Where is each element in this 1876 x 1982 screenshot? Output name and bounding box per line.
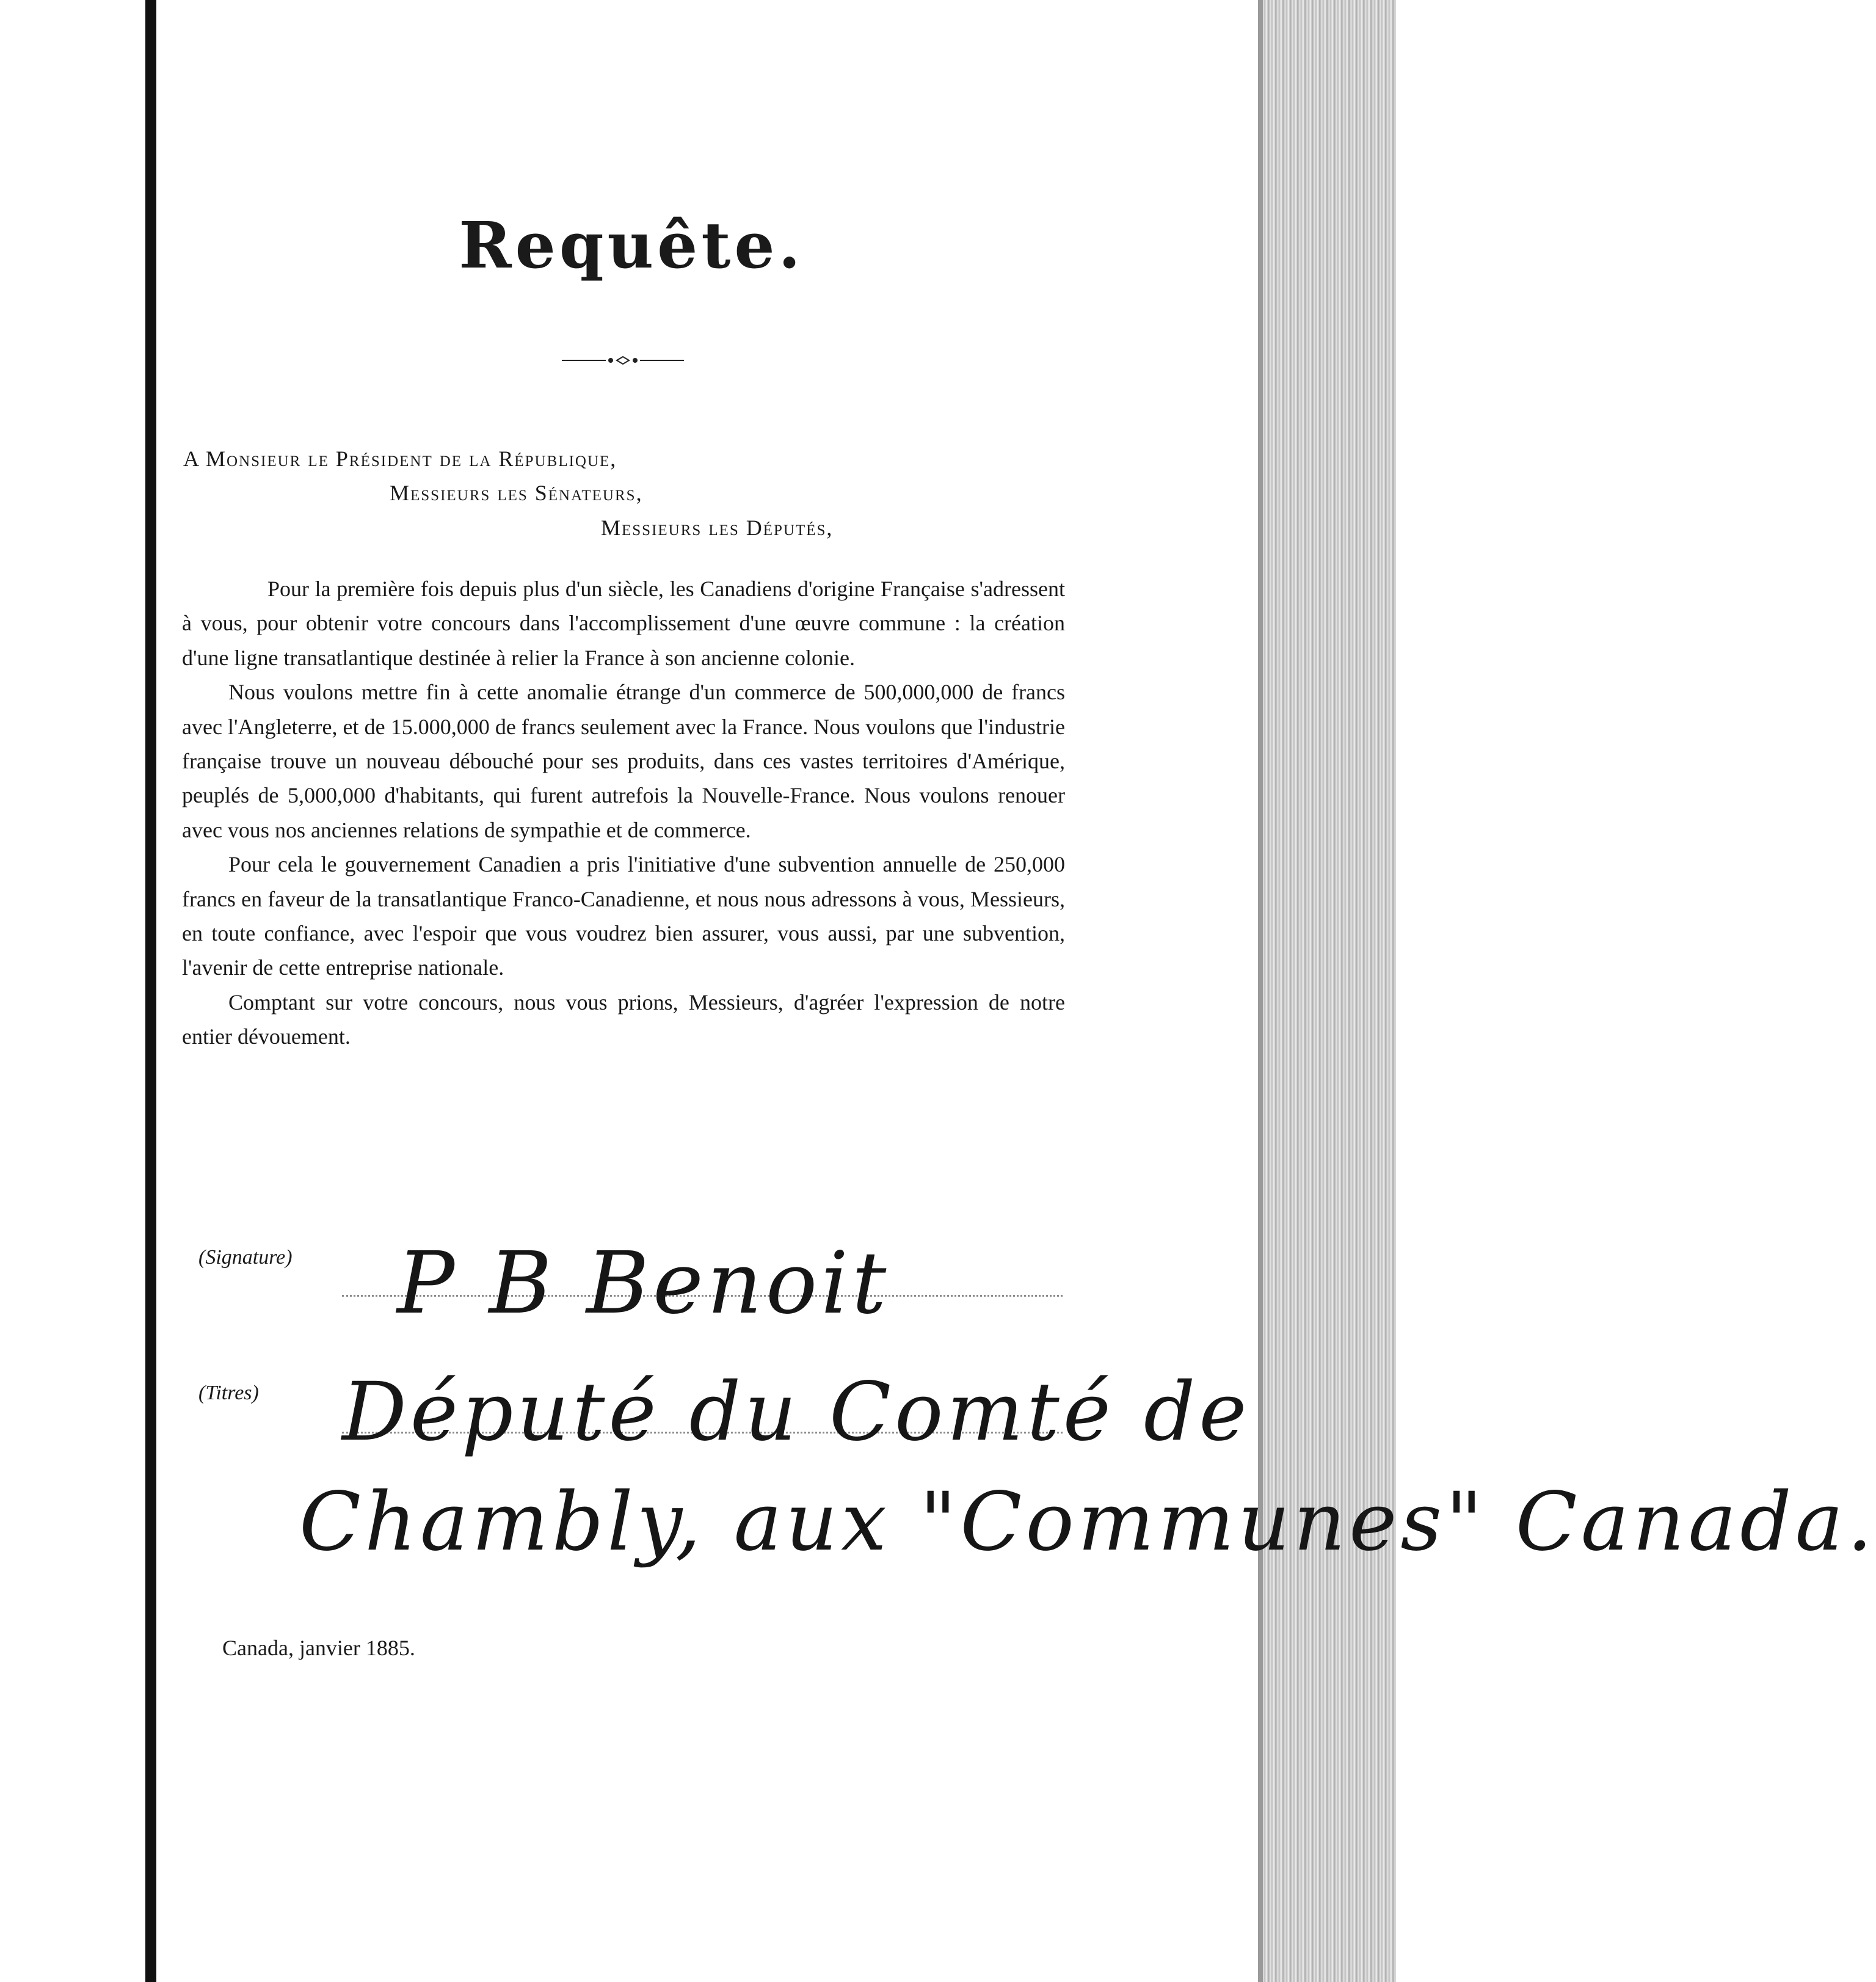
address-senators: Messieurs les Sénateurs, xyxy=(390,481,643,505)
handwritten-title-line-1: Député du Comté de xyxy=(342,1365,1251,1459)
date-line: Canada, janvier 1885. xyxy=(222,1636,415,1660)
address-president: A Monsieur le Président de la République, xyxy=(183,446,617,471)
handwritten-title-line-2: Chambly, aux "Communes" Canada. xyxy=(299,1475,1876,1569)
paragraph: Comptant sur votre concours, nous vous prions, Messieurs, d'agréer l'expression de notre entier dévouement. xyxy=(182,989,1065,1049)
paragraph: Pour la première fois depuis plus d'un siècle, les Canadiens d'origine Française s'adressent à vous, pour obtenir votre concours dans l'accomplissement d'une œuvre commune : la création d'une ligne transatlantique destinée à relier la France à son ancienne colonie. xyxy=(182,577,1065,670)
document-title: Requête. xyxy=(459,208,804,283)
titres-label: (Titres) xyxy=(198,1382,259,1404)
petition-body xyxy=(182,572,1065,1054)
page-stack xyxy=(1263,0,1396,1982)
handwritten-signature: P B Benoit xyxy=(397,1234,890,1333)
signature-label: (Signature) xyxy=(198,1246,293,1269)
book-binding-edge xyxy=(145,0,156,1982)
paragraph: Pour cela le gouvernement Canadien a pris l'initiative d'une subvention annuelle de 250,000 francs en faveur de la transatlantique Franco-Canadienne, et nous nous adressons à vous, Messieurs, en toute confiance, avec l'espoir que vous voudrez bien assurer, vous aussi, par une subvention, l'avenir de cette entreprise nationale. xyxy=(182,852,1065,980)
title-ornament xyxy=(562,354,684,366)
address-deputies: Messieurs les Députés, xyxy=(601,516,834,540)
paragraph: Nous voulons mettre fin à cette anomalie étrange d'un commerce de 500,000,000 de francs avec l'Angleterre, et de 15.000,000 de francs seulement avec la France. Nous voulons que l'industrie française trouve un nouveau débouché pour ses produits, dans ces vastes territoires d'Amérique, peuplés de 5,000,000 d'habitants, qui furent autrefois la Nouvelle-France. Nous voulons renouer avec vous nos anciennes relations de sympathie et de commerce. xyxy=(182,680,1065,842)
